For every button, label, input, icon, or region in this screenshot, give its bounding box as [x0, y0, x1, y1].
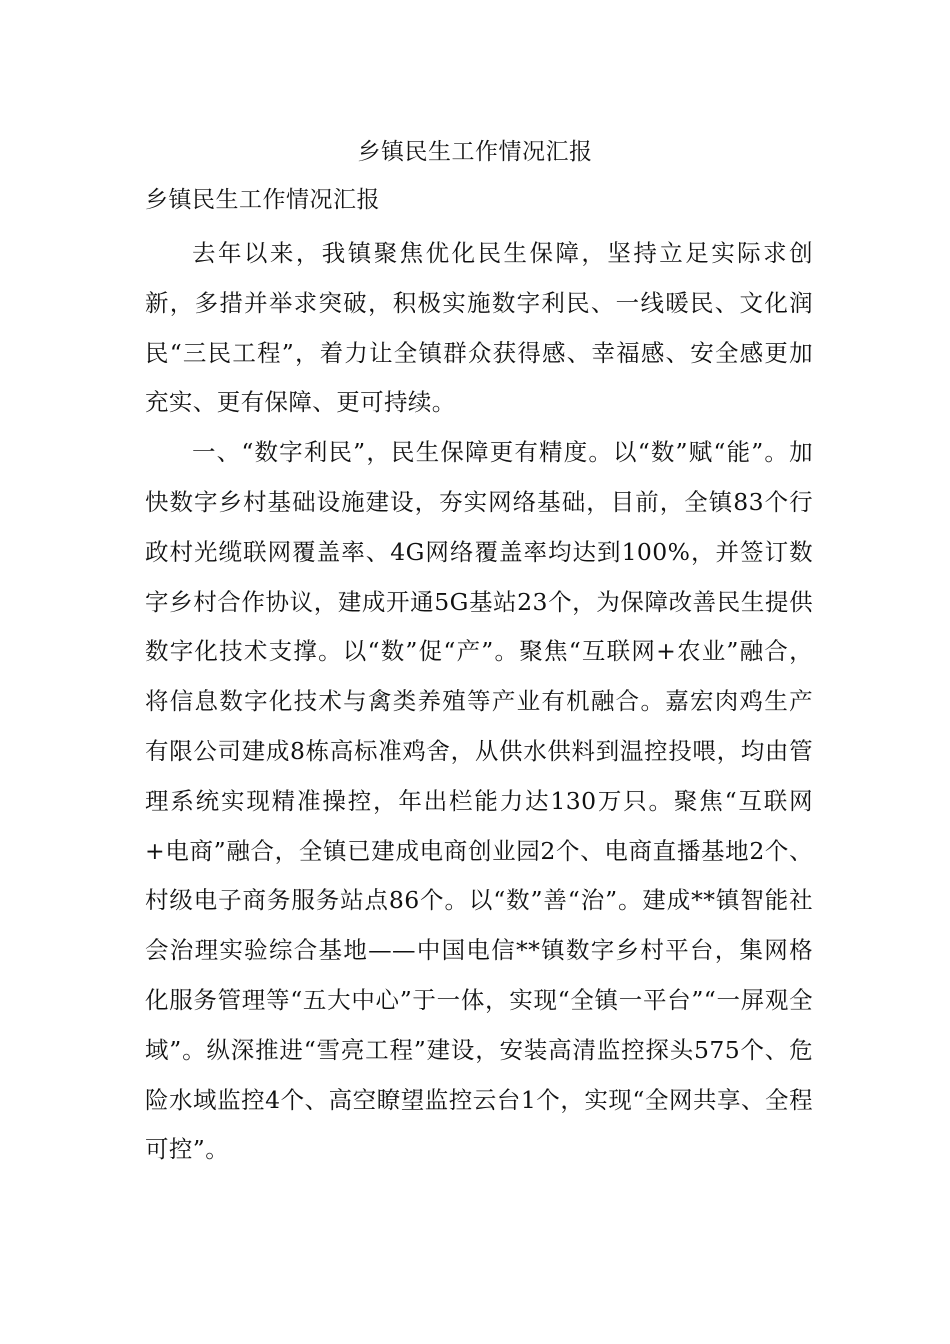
- document-body: [145, 229, 813, 1175]
- paragraph-intro: 去年以来，我镇聚焦优化民生保障，坚持立足实际求创新，多措并举求突破，积极实施数字利民、一线暖民、文化润民“三民工程”，着力让全镇群众获得感、幸福感、安全感更加充实、更有保障、更可持续。: [145, 239, 813, 417]
- paragraph-section-one: 一、“数字利民”，民生保障更有精度。以“数”赋“能”。加快数字乡村基础设施建设，夯实网络基础，目前，全镇83个行政村光缆联网覆盖率、4G网络覆盖率均达到100%，并签订数字乡村合作协议，建成开通5G基站23个，为保障改善民生提供数字化技术支撑。以“数”促“产”。聚焦“互联网+农业”融合，将信息数字化技术与禽类养殖等产业有机融合。嘉宏肉鸡生产有限公司建成8栋高标准鸡舍，从供水供料到温控投喂，均由管理系统实现精准操控，年出栏能力达130万只。聚焦“互联网+电商”融合，全镇已建成电商创业园2个、电商直播基地2个、村级电子商务服务站点86个。以“数”善“治”。建成**镇智能社会治理实验综合基地——中国电信**镇数字乡村平台，集网格化服务管理等“五大中心”于一体，实现“全镇一平台”“一屏观全域”。纵深推进“雪亮工程”建设，安装高清监控探头575个、危险水域监控4个、高空瞭望监控云台1个，实现“全网共享、全程可控”。: [145, 438, 813, 1164]
- document-title: 乡镇民生工作情况汇报: [357, 139, 593, 165]
- document-subtitle: 乡镇民生工作情况汇报: [145, 187, 380, 213]
